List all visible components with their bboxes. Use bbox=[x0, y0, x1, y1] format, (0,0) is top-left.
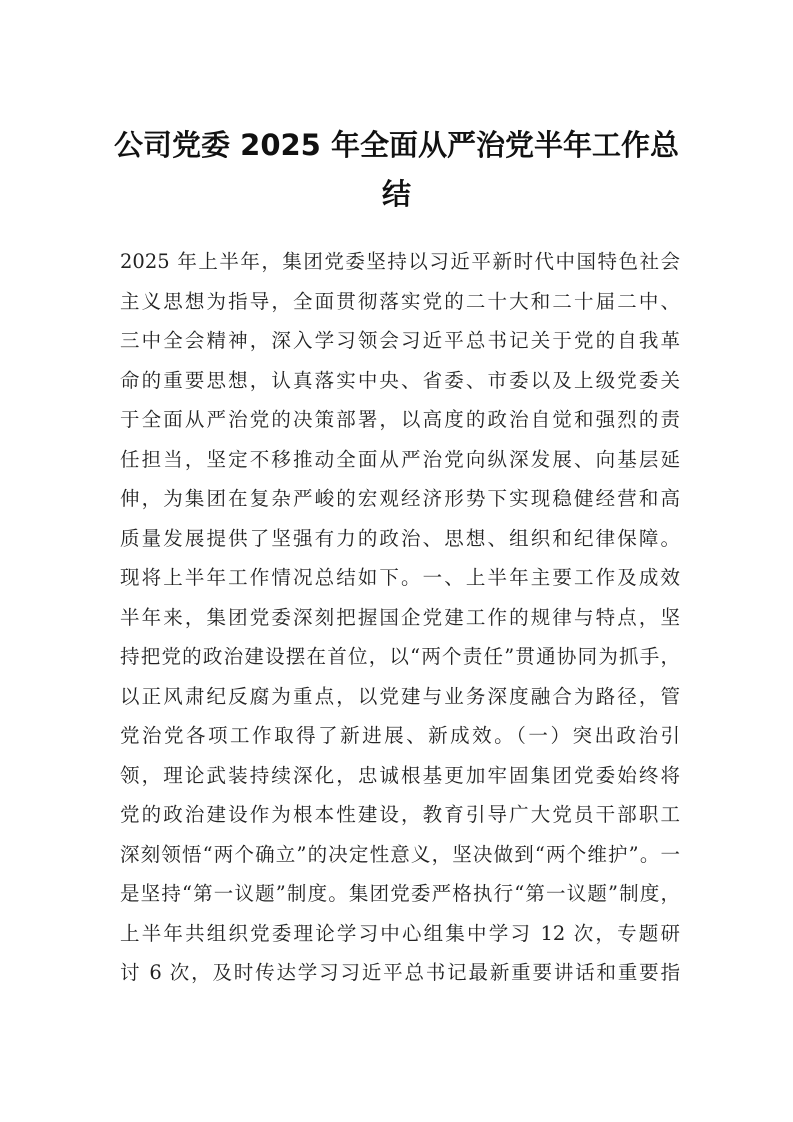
body-line-13: 党治党各项工作取得了新进展、新成效。（一）突出政治引 bbox=[120, 724, 680, 747]
body-line-12: 以正风肃纪反腐为重点，以党建与业务深度融合为路径，管 bbox=[120, 684, 680, 708]
body-line-5: 于全面从严治党的决策部署，以高度的政治自觉和强烈的责 bbox=[120, 408, 680, 431]
body-line-3: 三中全会精神，深入学习领会习近平总书记关于党的自我革 bbox=[120, 329, 680, 352]
body-line-7: 伸，为集团在复杂严峻的宏观经济形势下实现稳健经营和高 bbox=[120, 487, 680, 510]
body-line-11: 持把党的政治建设摆在首位，以“两个责任”贯通协同为抓手， bbox=[120, 645, 680, 668]
body-line-16: 深刻领悟“两个确立”的决定性意义，坚决做到“两个维护”。一 bbox=[120, 842, 680, 866]
body-line-10: 半年来，集团党委深刻把握国企党建工作的规律与特点，坚 bbox=[120, 605, 680, 629]
body-line-19: 讨 6 次，及时传达学习习近平总书记最新重要讲话和重要指 bbox=[120, 961, 680, 984]
body-line-17: 是坚持“第一议题”制度。集团党委严格执行“第一议题”制度， bbox=[120, 882, 680, 905]
body-line-1: 2025 年上半年，集团党委坚持以习近平新时代中国特色社会 bbox=[120, 250, 680, 273]
document-title-line-1: 公司党委 2025 年全面从严治党半年工作总 bbox=[114, 128, 679, 162]
body-line-8: 质量发展提供了坚强有力的政治、思想、组织和纪律保障。 bbox=[120, 526, 680, 550]
body-line-9: 现将上半年工作情况总结如下。一、上半年主要工作及成效 bbox=[120, 566, 680, 589]
body-line-18: 上半年共组织党委理论学习中心组集中学习 12 次，专题研 bbox=[120, 921, 680, 945]
body-line-15: 党的政治建设作为根本性建设，教育引导广大党员干部职工 bbox=[120, 803, 680, 826]
document-body bbox=[120, 242, 680, 993]
body-line-14: 领，理论武装持续深化，忠诚根基更加牢固集团党委始终将 bbox=[120, 763, 680, 787]
body-line-4: 命的重要思想，认真落实中央、省委、市委以及上级党委关 bbox=[120, 368, 680, 392]
body-line-2: 主义思想为指导，全面贯彻落实党的二十大和二十届二中、 bbox=[120, 289, 680, 313]
body-line-6: 任担当，坚定不移推动全面从严治党向纵深发展、向基层延 bbox=[120, 447, 680, 471]
document-title-line-2: 结 bbox=[381, 177, 411, 211]
